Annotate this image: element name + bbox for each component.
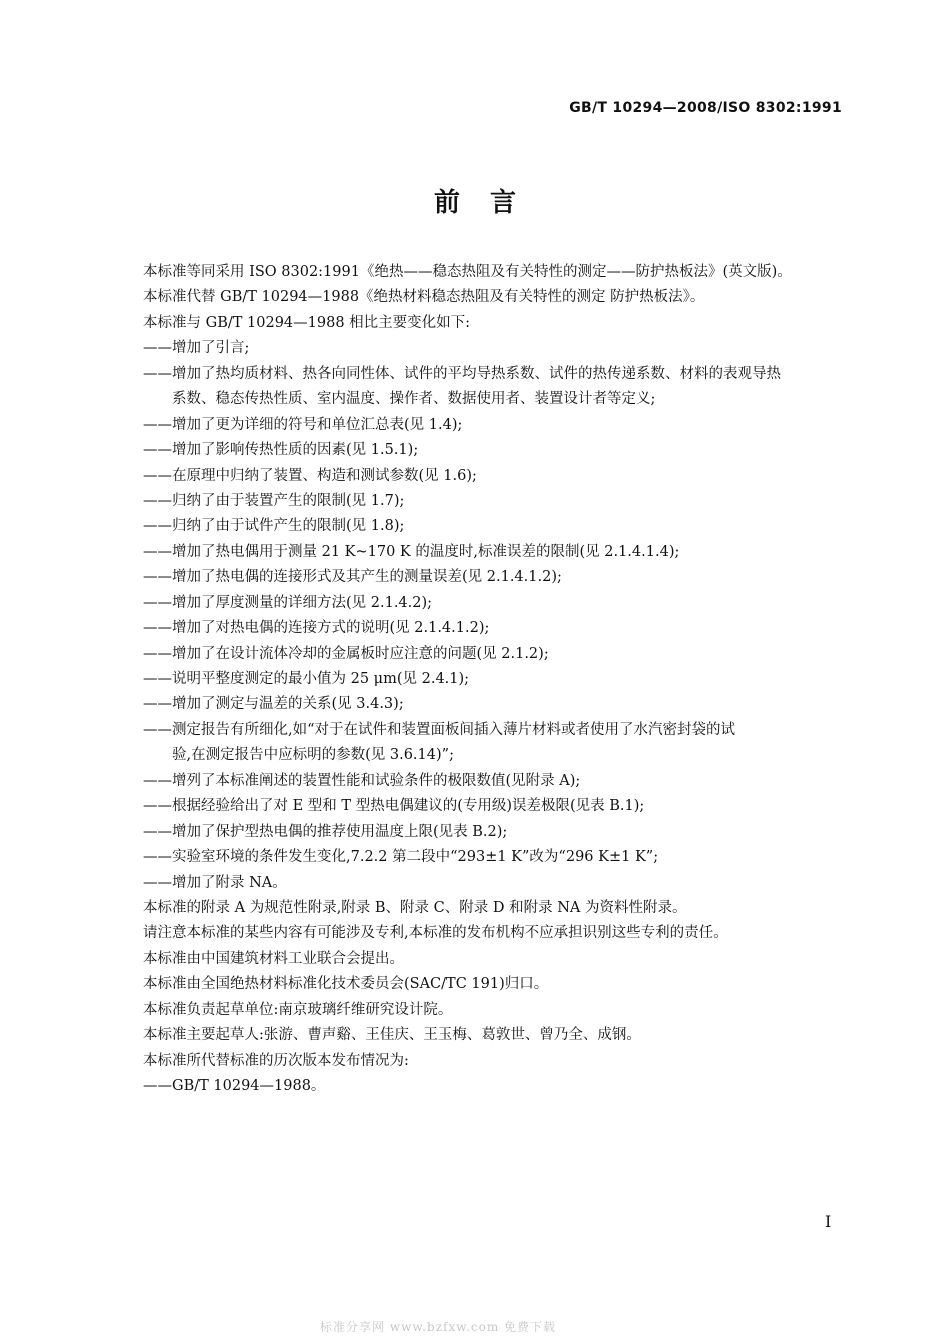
- list-item: [143, 362, 843, 387]
- document-body: [143, 260, 843, 1099]
- list-item: [143, 464, 843, 489]
- line-text: 增列了本标准阐述的装置性能和试验条件的极限数值(见附录 A);: [172, 772, 581, 789]
- paragraph-line: [143, 260, 843, 285]
- list-item: [143, 642, 843, 667]
- list-item: [143, 692, 843, 717]
- list-dash: ——: [143, 442, 172, 459]
- list-dash: ——: [143, 696, 172, 713]
- line-text: 实验室环境的条件发生变化,7.2.2 第二段中“293±1 K”改为“296 K±1 K”;: [172, 849, 659, 866]
- list-dash: ——: [143, 492, 172, 509]
- list-item: [143, 540, 843, 565]
- line-text: 本标准由全国绝热材料标准化技术委员会(SAC/TC 191)归口。: [143, 976, 549, 993]
- list-dash: ——: [143, 798, 172, 815]
- list-item: [143, 794, 843, 819]
- list-dash: ——: [143, 594, 172, 611]
- list-item: [143, 514, 843, 539]
- paragraph-line: [143, 896, 843, 921]
- paragraph-line: [143, 311, 843, 336]
- line-text: 本标准所代替标准的历次版本发布情况为:: [143, 1052, 409, 1069]
- line-text: 系数、稳态传热性质、室内温度、操作者、数据使用者、装置设计者等定义;: [172, 391, 656, 408]
- line-text: 归纳了由于试件产生的限制(见 1.8);: [172, 518, 405, 535]
- paragraph-line: [143, 743, 843, 768]
- list-dash: ——: [143, 620, 172, 637]
- list-item: [143, 1074, 843, 1099]
- list-dash: ——: [143, 645, 172, 662]
- paragraph-line: [143, 285, 843, 310]
- paragraph-line: [143, 387, 843, 412]
- line-text: 增加了在设计流体冷却的金属板时应注意的问题(见 2.1.2);: [172, 645, 549, 662]
- list-item: [143, 718, 843, 743]
- list-item: [143, 667, 843, 692]
- line-text: 本标准由中国建筑材料工业联合会提出。: [143, 950, 404, 967]
- line-text: 本标准与 GB/T 10294—1988 相比主要变化如下:: [143, 314, 471, 331]
- list-item: [143, 871, 843, 896]
- list-dash: ——: [143, 849, 172, 866]
- paragraph-line: [143, 998, 843, 1023]
- line-text: 增加了更为详细的符号和单位汇总表(见 1.4);: [172, 416, 463, 433]
- line-text: 增加了附录 NA。: [172, 874, 287, 891]
- list-dash: ——: [143, 340, 172, 357]
- line-text: 增加了对热电偶的连接方式的说明(见 2.1.4.1.2);: [172, 620, 490, 637]
- line-text: 验,在测定报告中应标明的参数(见 3.6.14)”;: [172, 747, 454, 764]
- line-text: 增加了热电偶的连接形式及其产生的测量误差(见 2.1.4.1.2);: [172, 569, 562, 586]
- list-dash: ——: [143, 721, 172, 738]
- line-text: 本标准的附录 A 为规范性附录,附录 B、附录 C、附录 D 和附录 NA 为资料性附录。: [143, 899, 687, 916]
- line-text: 增加了影响传热性质的因素(见 1.5.1);: [172, 442, 419, 459]
- list-item: [143, 336, 843, 361]
- list-dash: ——: [143, 416, 172, 433]
- page-number: I: [825, 1212, 832, 1231]
- line-text: 增加了热电偶用于测量 21 K~170 K 的温度时,标准误差的限制(见 2.1.4.1.4);: [172, 543, 680, 560]
- line-text: 增加了保护型热电偶的推荐使用温度上限(见表 B.2);: [172, 823, 508, 840]
- paragraph-line: [143, 1023, 843, 1048]
- list-dash: ——: [143, 569, 172, 586]
- line-text: 增加了测定与温差的关系(见 3.4.3);: [172, 696, 404, 713]
- line-text: 本标准等同采用 ISO 8302:1991《绝热——稳态热阻及有关特性的测定——防护热板法》(英文版)。: [143, 264, 792, 280]
- list-dash: ——: [143, 543, 172, 560]
- line-text: 本标准代替 GB/T 10294—1988《绝热材料稳态热阻及有关特性的测定 防护热板法》。: [143, 289, 705, 306]
- paragraph-line: [143, 1049, 843, 1074]
- list-item: [143, 591, 843, 616]
- line-text: 增加了引言;: [172, 340, 250, 357]
- list-item: [143, 845, 843, 870]
- list-dash: ——: [143, 823, 172, 840]
- line-text: GB/T 10294—1988。: [172, 1078, 326, 1094]
- list-dash: ——: [143, 874, 172, 891]
- list-dash: ——: [143, 671, 172, 687]
- line-text: 请注意本标准的某些内容有可能涉及专利,本标准的发布机构不应承担识别这些专利的责任。: [143, 925, 728, 942]
- line-text: 根据经验给出了对 E 型和 T 型热电偶建议的(专用级)误差极限(见表 B.1);: [172, 798, 645, 815]
- list-dash: ——: [143, 518, 172, 535]
- list-item: [143, 616, 843, 641]
- paragraph-line: [143, 972, 843, 997]
- paragraph-line: [143, 947, 843, 972]
- line-text: 说明平整度测定的最小值为 25 μm(见 2.4.1);: [172, 671, 470, 687]
- list-item: [143, 438, 843, 463]
- line-text: 本标准负责起草单位:南京玻璃纤维研究设计院。: [143, 1001, 453, 1018]
- line-text: 归纳了由于装置产生的限制(见 1.7);: [172, 492, 405, 509]
- line-text: 本标准主要起草人:张游、曹声谿、王佳庆、王玉梅、葛敦世、曾乃全、成钢。: [143, 1027, 641, 1044]
- list-dash: ——: [143, 1078, 172, 1094]
- line-text: 增加了厚度测量的详细方法(见 2.1.4.2);: [172, 594, 433, 611]
- list-dash: ——: [143, 365, 172, 382]
- list-dash: ——: [143, 467, 172, 484]
- list-item: [143, 820, 843, 845]
- watermark: 标准分享网 www.bzfxw.com 免费下载: [320, 1320, 557, 1334]
- line-text: 在原理中归纳了装置、构造和测试参数(见 1.6);: [172, 467, 477, 484]
- standard-code-header: GB/T 10294—2008/ISO 8302:1991: [569, 100, 842, 116]
- paragraph-line: [143, 921, 843, 946]
- list-dash: ——: [143, 772, 172, 789]
- line-text: 增加了热均质材料、热各向同性体、试件的平均导热系数、试件的热传递系数、材料的表观导热: [172, 365, 781, 382]
- list-item: [143, 489, 843, 514]
- line-text: 测定报告有所细化,如“对于在试件和装置面板间插入薄片材料或者使用了水汽密封袋的试: [172, 721, 736, 738]
- page-title: 前言: [433, 188, 546, 218]
- list-item: [143, 565, 843, 590]
- list-item: [143, 769, 843, 794]
- list-item: [143, 413, 843, 438]
